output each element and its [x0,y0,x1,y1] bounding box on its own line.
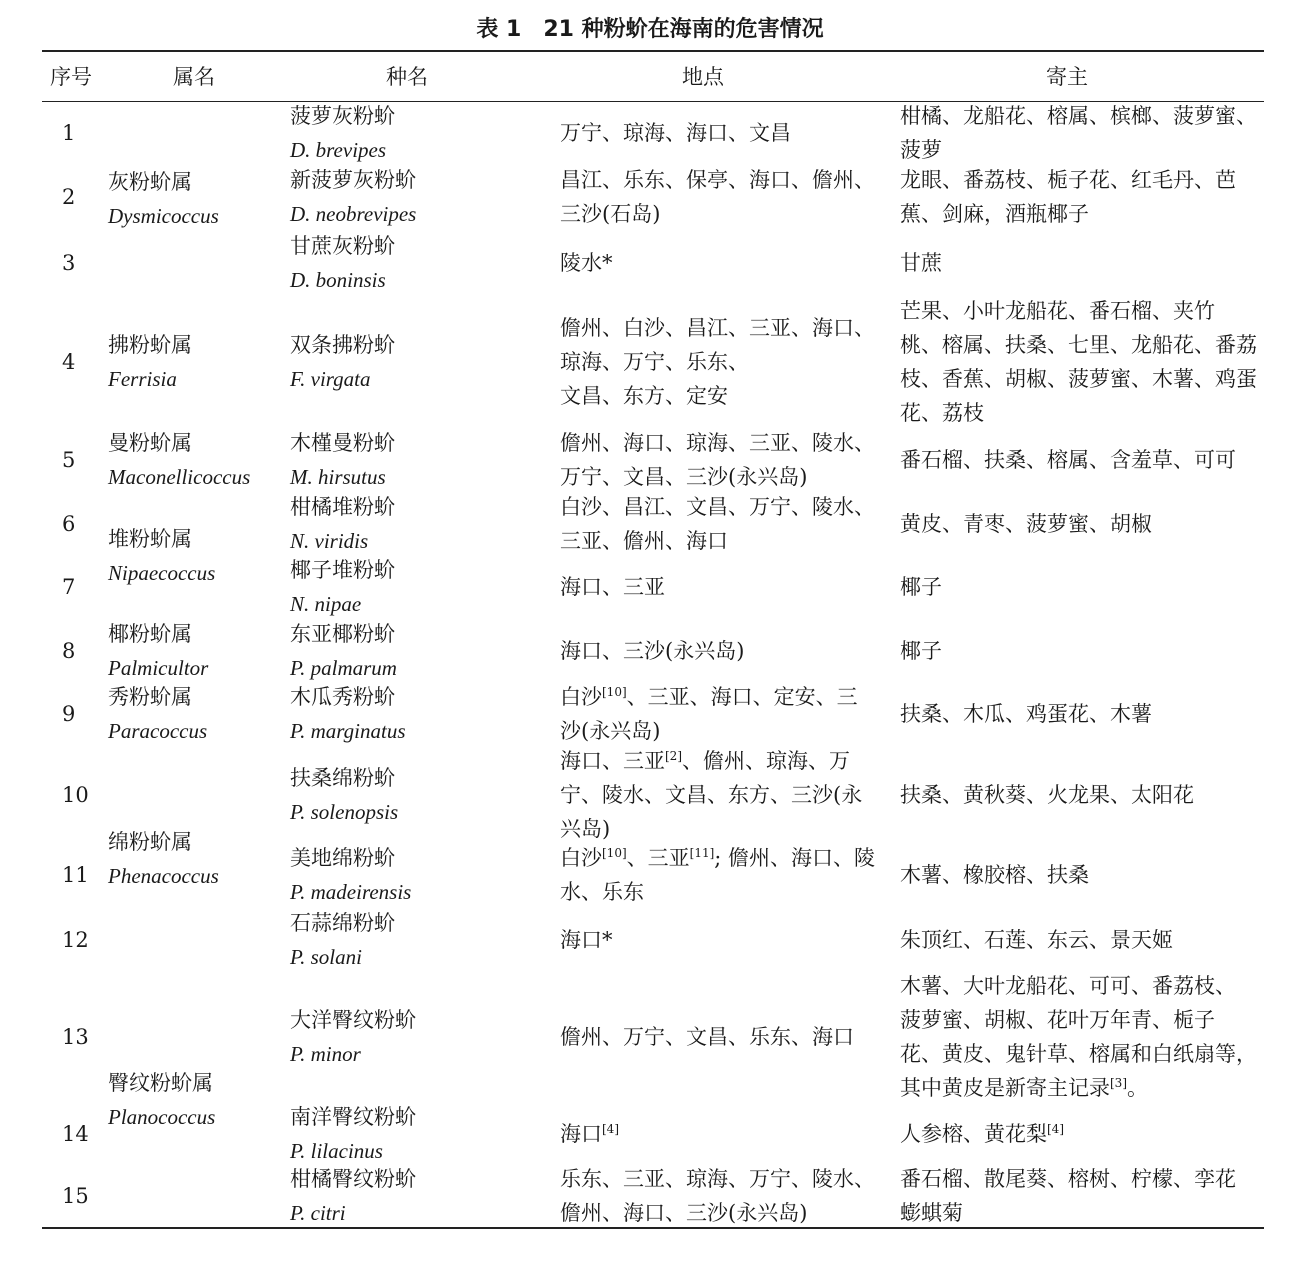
cell-line: 乐东、三亚、琼海、万宁、陵水、 [560,1167,875,1191]
species-latin-name: P. lilacinus [290,1138,383,1163]
cell-line: 白沙[10]、三亚、海口、定安、三 [560,685,858,709]
row-number: 10 [62,782,89,807]
header-host: 寄主 [1046,65,1088,89]
species-chinese-name: 木槿曼粉蚧 [290,431,395,455]
cell-line: 番石榴、扶桑、榕属、含羞草、可可 [900,448,1236,472]
genus-cell [108,492,283,619]
species-cell [290,1165,550,1227]
location-cell [560,619,890,682]
cell-line: 宁、陵水、文昌、东方、三沙(永 [560,782,863,807]
species-cell [290,296,550,428]
genus-latin-name: Maconellicoccus [108,465,251,489]
location-cell [560,428,890,492]
species-cell [290,619,550,682]
row-number: 1 [62,121,76,145]
genus-chinese-name: 拂粉蚧属 [108,333,192,357]
cell-line: 琼海、万宁、乐东、 [560,350,749,374]
location-cell [560,165,890,229]
cell-line: 三沙(石岛) [560,202,661,226]
cell-line: 海口、三亚 [560,575,665,599]
species-chinese-name: 美地绵粉蚧 [290,846,395,870]
location-cell [560,101,890,165]
location-cell [560,296,890,428]
species-cell [290,972,550,1102]
cell-line: 黄皮、青枣、菠萝蜜、胡椒 [900,511,1152,536]
cell-line: 花、荔枝 [900,401,984,425]
row-number: 3 [62,250,76,275]
cell-line: 扶桑、黄秋葵、火龙果、太阳花 [900,782,1194,807]
species-latin-name: P. minor [290,1042,361,1066]
species-chinese-name: 大洋臀纹粉蚧 [290,1008,416,1032]
header-location: 地点 [682,65,724,89]
species-cell [290,1102,550,1165]
location-cell [560,907,890,972]
header-genus: 属名 [173,65,215,89]
species-latin-name: D. neobrevipes [290,202,417,226]
cell-line: 万宁、琼海、海口、文昌 [560,121,791,145]
host-cell [900,428,1272,492]
species-cell [290,843,550,907]
species-chinese-name: 菠萝灰粉蚧 [290,104,395,128]
row-number: 8 [62,638,76,663]
genus-chinese-name: 灰粉蚧属 [108,169,192,194]
species-latin-name: D. boninsis [290,267,386,292]
cell-line: 甘蔗 [900,250,942,275]
row-number: 2 [62,185,76,209]
genus-latin-name: Nipaecoccus [108,560,216,585]
host-cell [900,619,1272,682]
row-number: 12 [62,927,89,952]
cell-line: 扶桑、木瓜、鸡蛋花、木薯 [900,702,1152,726]
species-chinese-name: 木瓜秀粉蚧 [290,685,395,709]
table-caption: 表 1 21 种粉蚧在海南的危害情况 [476,17,824,42]
species-chinese-name: 柑橘堆粉蚧 [290,494,395,519]
cell-line: 儋州、海口、琼海、三亚、陵水、 [560,431,875,455]
species-chinese-name: 柑橘臀纹粉蚧 [290,1167,416,1191]
row-number: 4 [62,350,76,374]
species-chinese-name: 石蒜绵粉蚧 [290,910,395,935]
species-cell [290,165,550,229]
host-cell [900,101,1272,165]
genus-cell [108,746,283,972]
genus-cell [108,972,283,1227]
cell-line: 三亚、儋州、海口 [560,528,728,553]
species-latin-name: F. virgata [290,367,371,391]
location-cell [560,843,890,907]
species-latin-name: P. madeirensis [290,880,412,904]
host-cell [900,555,1272,619]
cell-line: 芒果、小叶龙船花、番石榴、夹竹 [900,299,1215,323]
species-latin-name: P. marginatus [290,719,406,743]
cell-line: 菠萝蜜、胡椒、花叶万年青、栀子 [900,1008,1215,1032]
row-number: 14 [62,1121,89,1146]
genus-chinese-name: 曼粉蚧属 [108,431,192,455]
genus-chinese-name: 臀纹粉蚧属 [108,1070,213,1095]
species-latin-name: N. nipae [290,592,362,616]
cell-line: 海口、三沙(永兴岛) [560,638,745,663]
species-chinese-name: 南洋臀纹粉蚧 [290,1104,416,1129]
cell-line: 昌江、乐东、保亭、海口、儋州、 [560,168,875,192]
species-latin-name: M. hirsutus [290,465,386,489]
header-num: 序号 [50,65,92,89]
species-chinese-name: 双条拂粉蚧 [290,333,395,357]
location-cell [560,492,890,555]
host-cell [900,296,1272,428]
row-number: 13 [62,1025,89,1049]
species-chinese-name: 新菠萝灰粉蚧 [290,168,416,192]
species-cell [290,907,550,972]
location-cell [560,972,890,1102]
species-chinese-name: 椰子堆粉蚧 [290,558,395,582]
cell-line: 番石榴、散尾葵、榕树、柠檬、孪花 [900,1167,1236,1191]
cell-line: 花、黄皮、鬼针草、榕属和白纸扇等， [900,1042,1257,1066]
row-number: 15 [62,1184,89,1208]
cell-line: 柑橘、龙船花、榕属、槟榔、菠萝蜜、 [900,104,1257,128]
genus-latin-name: Dysmicoccus [108,203,219,228]
cell-line: 蟛蜞菊 [900,1201,963,1225]
row-number: 11 [62,863,89,887]
species-cell [290,101,550,165]
host-cell [900,1165,1272,1227]
cell-line: 万宁、文昌、三沙(永兴岛) [560,465,808,489]
row-number: 9 [62,702,76,726]
location-cell [560,1102,890,1165]
species-chinese-name: 甘蔗灰粉蚧 [290,233,395,258]
cell-line: 椰子 [900,575,942,599]
cell-line: 沙(永兴岛) [560,719,661,743]
host-cell [900,492,1272,555]
genus-cell [108,428,283,492]
cell-line: 龙眼、番荔枝、栀子花、红毛丹、芭 [900,168,1236,192]
cell-line: 海口* [560,927,613,952]
row-number: 7 [62,575,76,599]
cell-line: 兴岛) [560,816,611,841]
location-cell [560,746,890,843]
row-number: 6 [62,511,76,536]
header-species: 种名 [386,65,428,89]
species-latin-name: N. viridis [290,528,369,553]
species-cell [290,682,550,746]
cell-line: 其中黄皮是新寄主记录[3]。 [900,1076,1148,1100]
species-cell [290,229,550,296]
genus-latin-name: Phenacoccus [108,864,219,888]
cell-line: 菠萝 [900,138,942,162]
cell-line: 桃、榕属、扶桑、七里、龙船花、番荔 [900,333,1257,357]
genus-cell [108,682,283,746]
genus-cell [108,619,283,682]
host-cell [900,682,1272,746]
genus-chinese-name: 椰粉蚧属 [108,621,192,646]
cell-line: 海口、三亚[2]、儋州、琼海、万 [560,748,850,773]
cell-line: 儋州、白沙、昌江、三亚、海口、 [560,316,875,340]
cell-line: 木薯、橡胶榕、扶桑 [900,863,1089,887]
host-cell [900,229,1272,296]
species-cell [290,428,550,492]
genus-latin-name: Planococcus [108,1104,216,1129]
genus-latin-name: Paracoccus [108,719,208,743]
species-cell [290,492,550,555]
species-chinese-name: 扶桑绵粉蚧 [290,765,395,790]
genus-chinese-name: 秀粉蚧属 [108,685,192,709]
genus-cell [108,101,283,296]
host-cell [900,972,1272,1102]
location-cell [560,555,890,619]
host-cell [900,1102,1272,1165]
cell-line: 白沙、昌江、文昌、万宁、陵水、 [560,494,875,519]
cell-line: 蕉、剑麻，酒瓶椰子 [900,202,1089,226]
genus-latin-name: Palmicultor [108,655,209,680]
cell-line: 海口[4] [560,1121,619,1146]
location-cell [560,229,890,296]
genus-chinese-name: 绵粉蚧属 [108,830,192,854]
species-cell [290,555,550,619]
host-cell [900,746,1272,843]
location-cell [560,682,890,746]
species-latin-name: P. palmarum [290,655,397,680]
species-latin-name: P. solani [290,944,362,969]
species-chinese-name: 东亚椰粉蚧 [290,621,395,646]
host-cell [900,907,1272,972]
cell-line: 陵水* [560,250,613,275]
cell-line: 人参榕、黄花梨[4] [900,1121,1064,1146]
species-latin-name: P. solenopsis [290,799,399,824]
cell-line: 儋州、海口、三沙(永兴岛) [560,1201,808,1225]
table-top-rule [42,50,1264,52]
cell-line: 木薯、大叶龙船花、可可、番荔枝、 [900,974,1236,998]
location-cell [560,1165,890,1227]
row-number: 5 [62,448,76,472]
cell-line: 水、乐东 [560,880,644,904]
cell-line: 枝、香蕉、胡椒、菠萝蜜、木薯、鸡蛋 [900,367,1257,391]
species-latin-name: D. brevipes [290,138,387,162]
host-cell [900,843,1272,907]
cell-line: 白沙[10]、三亚[11]; 儋州、海口、陵 [560,846,876,870]
cell-line: 椰子 [900,638,942,663]
species-cell [290,746,550,843]
genus-chinese-name: 堆粉蚧属 [108,526,192,551]
cell-line: 朱顶红、石莲、东云、景天姬 [900,927,1173,952]
host-cell [900,165,1272,229]
species-latin-name: P. citri [290,1201,346,1225]
genus-latin-name: Ferrisia [108,367,177,391]
genus-cell [108,296,283,428]
cell-line: 文昌、东方、定安 [560,384,728,408]
cell-line: 儋州、万宁、文昌、乐东、海口 [560,1025,854,1049]
